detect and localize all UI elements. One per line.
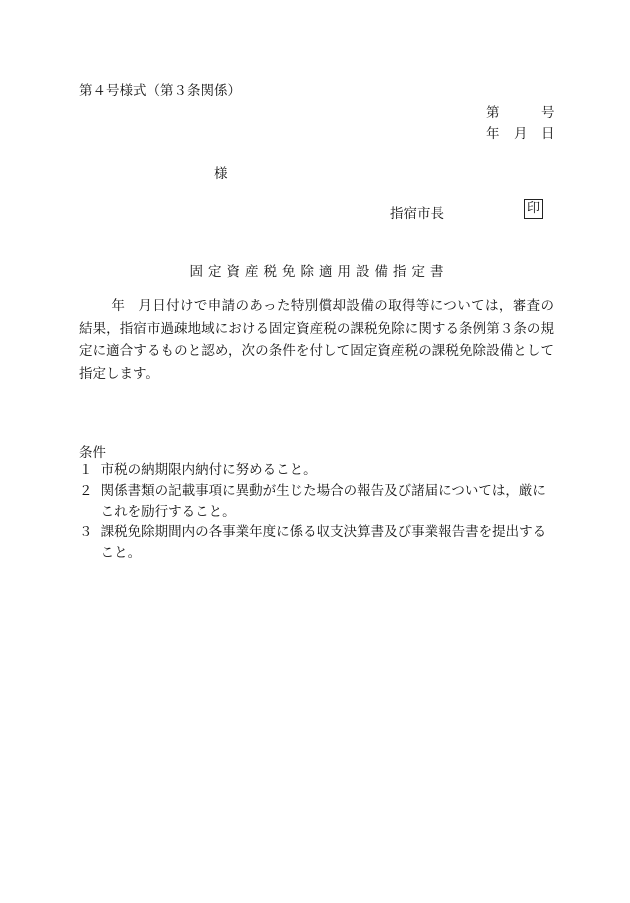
body-text: 日付けで申請のあった特別償却設備の取得等については，審査の結果，指宿市過疎地域における固定資産税の課税免除に関する条例第３条の規定に適合するものと認め，次の条件を付して固定資産税の課税免除設備として指定します。 xyxy=(79,298,554,382)
condition-item xyxy=(79,460,557,481)
condition-text: 課税免除期間内の各事業年度に係る収支決算書及び事業報告書を提出すること。 xyxy=(100,524,547,561)
condition-item xyxy=(79,522,557,563)
conditions-heading: 条件 xyxy=(79,445,106,461)
document-title: 固定資産税免除適用設備指定書 xyxy=(189,264,449,280)
document-number-suffix: 号 xyxy=(541,105,555,121)
date-year-label: 年 xyxy=(486,126,500,142)
issuer-title: 指宿市長 xyxy=(390,206,444,222)
condition-text: 市税の納期限内納付に努めること。 xyxy=(100,462,317,478)
body-year-label: 年 xyxy=(111,298,125,314)
date-day-label: 日 xyxy=(541,126,555,142)
condition-number: ３ xyxy=(79,524,93,540)
condition-number: １ xyxy=(79,462,93,478)
seal-stamp: 印 xyxy=(524,199,543,219)
recipient-honorific: 様 xyxy=(214,166,228,182)
form-number: 第４号様式（第３条関係） xyxy=(79,83,241,99)
date-month-label: 月 xyxy=(514,126,528,142)
body-month-label: 月 xyxy=(138,298,152,314)
condition-item xyxy=(79,481,557,522)
condition-number: ２ xyxy=(79,483,93,499)
condition-text: 関係書類の記載事項に異動が生じた場合の報告及び諸届については，厳にこれを励行すること。 xyxy=(100,483,546,520)
document-number-label: 第 xyxy=(486,105,500,121)
body-paragraph xyxy=(79,295,554,385)
